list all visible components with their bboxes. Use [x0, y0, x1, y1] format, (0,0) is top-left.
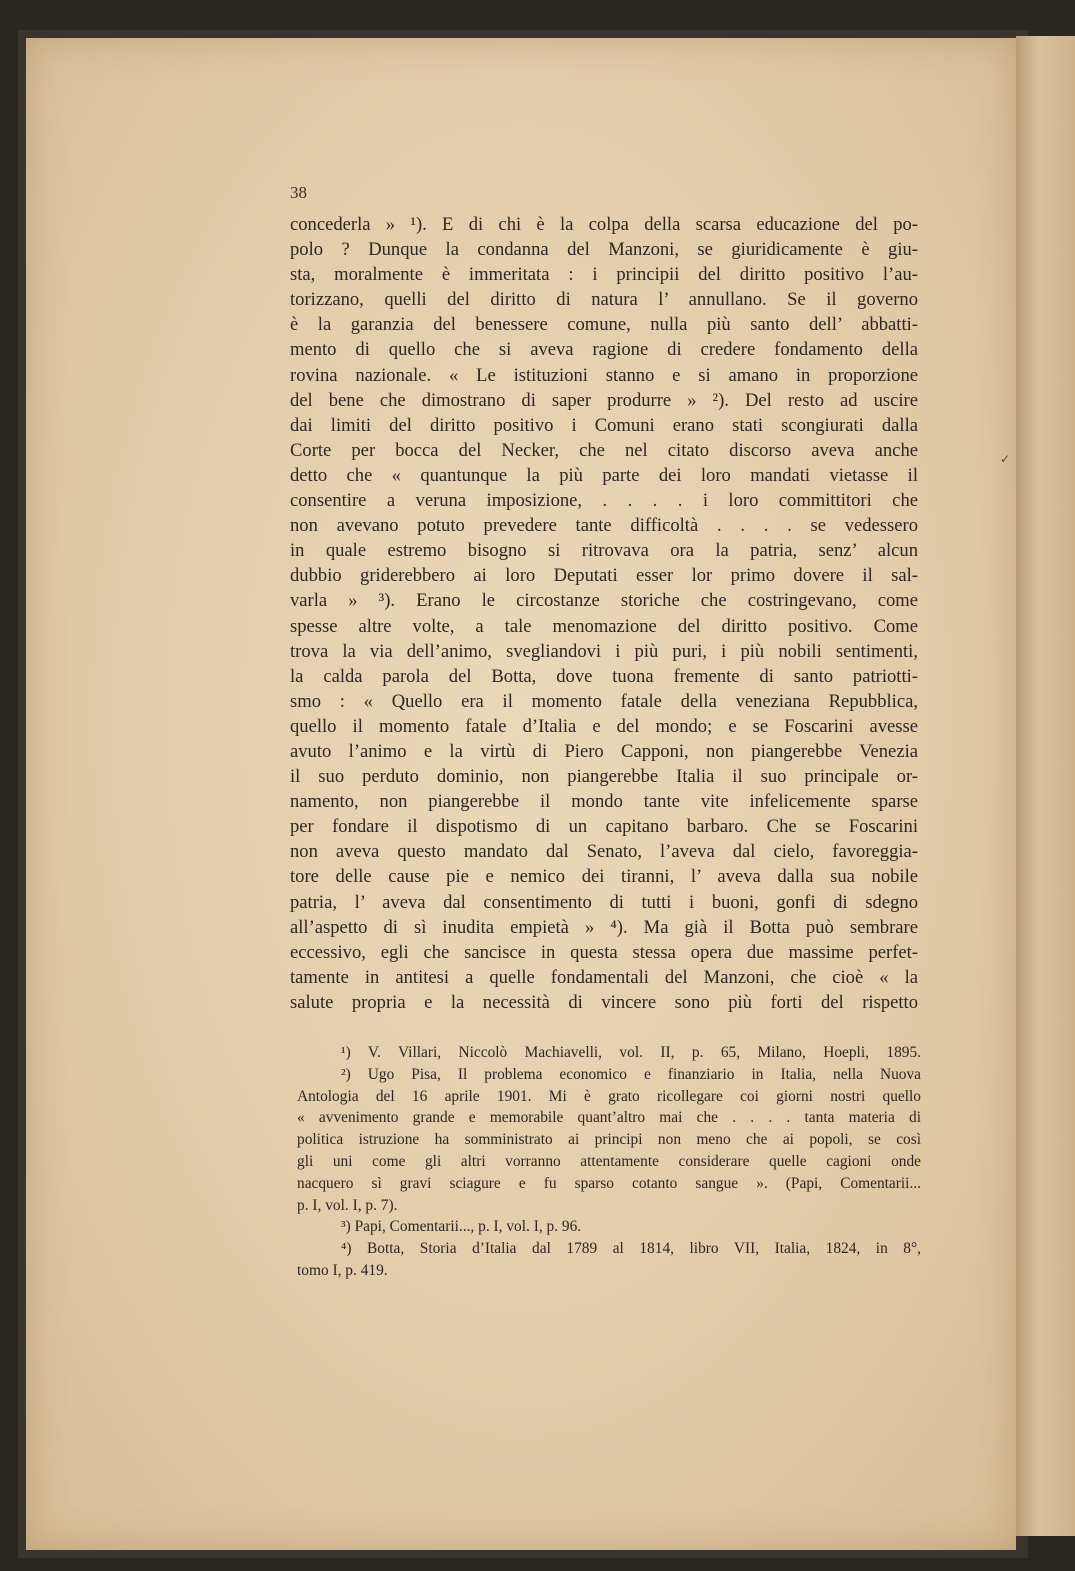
text-line: sta, moralmente è immeritata : i principii del diritto positivo l’au- [290, 264, 918, 286]
text-line: per fondare il dispotismo di un capitano barbaro. Che se Foscarini [290, 816, 918, 838]
footnote-line: p. I, vol. I, p. 7). [297, 1196, 398, 1214]
text-line: è la garanzia del benessere comune, nulla più santo dell’ abbatti- [290, 314, 918, 336]
text-line: la calda parola del Botta, dove tuona fremente di santo patriotti- [290, 665, 918, 687]
footnote-line: nacquero sì gravi sciagure e fu sparso cotanto sangue ». (Papi, Comentarii... [297, 1174, 921, 1192]
footnote-line: politica istruzione ha somministrato ai principi non meno che ai popoli, se così [297, 1131, 921, 1149]
text-line: detto che « quantunque la più parte dei loro mandati vietasse il [290, 464, 918, 486]
text-line: non aveva questo mandato dal Senato, l’aveva dal cielo, favoreggia- [290, 841, 918, 863]
text-line: polo ? Dunque la condanna del Manzoni, se giuridicamente è giu- [290, 239, 918, 261]
footnote-line: ³) Papi, Comentarii..., p. I, vol. I, p. 96. [341, 1218, 582, 1236]
text-line: consentire a veruna imposizione, . . . . i loro committitori che [290, 490, 918, 512]
text-line: rovina nazionale. « Le istituzioni stanno e si amano in proporzione [290, 364, 918, 386]
text-line: Corte per bocca del Necker, che nel citato discorso aveva anche [290, 439, 918, 461]
text-line: trova la via dell’animo, svegliandovi i più puri, i più nobili sentimenti, [290, 640, 918, 662]
text-line: torizzano, quelli del diritto di natura l’ annullano. Se il governo [290, 289, 918, 311]
text-line: in quale estremo bisogno si ritrovava ora la patria, senz’ alcun [290, 540, 918, 562]
text-line: all’aspetto di sì inudita empietà » ⁴). Ma già il Botta può sembrare [290, 916, 918, 938]
text-line: tore delle cause pie e nemico dei tiranni, l’ aveva dalla sua nobile [290, 866, 918, 888]
adjacent-page-edge [1016, 36, 1075, 1536]
text-line: concederla » ¹). E di chi è la colpa della scarsa educazione del po- [290, 214, 918, 235]
footnote-line: tomo I, p. 419. [297, 1261, 388, 1279]
footnotes [297, 1042, 921, 1282]
text-line: del bene che dimostrano di saper produrre » ²). Del resto ad uscire [290, 389, 918, 411]
page-number: 38 [290, 183, 307, 202]
text-line: salute propria e la necessità di vincere sono più forti del rispetto [290, 991, 918, 1013]
text-line: varla » ³). Erano le circostanze storiche che costringevano, come [290, 590, 918, 612]
text-line: eccessivo, egli che sancisce in questa stessa opera due massime perfet- [290, 941, 918, 963]
text-line: il suo perduto dominio, non piangerebbe Italia il suo principale or- [290, 766, 918, 788]
ink-mark-icon: ✓ [1000, 452, 1011, 466]
text-line: mento di quello che si aveva ragione di credere fondamento della [290, 339, 918, 361]
footnote-line: ²) Ugo Pisa, Il problema economico e finanziario in Italia, nella Nuova [341, 1065, 921, 1083]
text-line: non avevano potuto prevedere tante difficoltà . . . . se vedessero [290, 515, 918, 537]
text-line: smo : « Quello era il momento fatale della veneziana Repubblica, [290, 690, 918, 712]
text-line: namento, non piangerebbe il mondo tante vite infelicemente sparse [290, 791, 918, 813]
text-line: dubbio griderebbero ai loro Deputati esser lor primo dovere il sal- [290, 565, 918, 587]
footnote-line: ¹) V. Villari, Niccolò Machiavelli, vol. II, p. 65, Milano, Hoepli, 1895. [341, 1044, 921, 1061]
text-line: spesse altre volte, a tale menomazione del diritto positivo. Come [290, 615, 918, 637]
footnote-line: « avvenimento grande e memorabile quant’altro mai che . . . . tanta materia di [297, 1109, 921, 1127]
text-line: dai limiti del diritto positivo i Comuni erano stati scongiurati dalla [290, 414, 918, 436]
text-line: quello il momento fatale d’Italia e del mondo; e se Foscarini avesse [290, 715, 918, 737]
main-text [290, 212, 918, 1015]
text-line: avuto l’animo e la virtù di Piero Capponi, non piangerebbe Venezia [290, 740, 918, 762]
text-line: tamente in antitesi a quelle fondamentali del Manzoni, che cioè « la [290, 966, 918, 988]
text-line: patria, l’ aveva dal consentimento di tutti i buoni, gonfi di sdegno [290, 891, 918, 913]
footnote-line: gli uni come gli altri vorranno attentamente considerare quelle cagioni onde [297, 1152, 921, 1170]
footnote-line: ⁴) Botta, Storia d’Italia dal 1789 al 1814, libro VII, Italia, 1824, in 8°, [341, 1240, 921, 1258]
footnote-line: Antologia del 16 aprile 1901. Mi è grato ricollegare coi giorni nostri quello [297, 1087, 921, 1105]
